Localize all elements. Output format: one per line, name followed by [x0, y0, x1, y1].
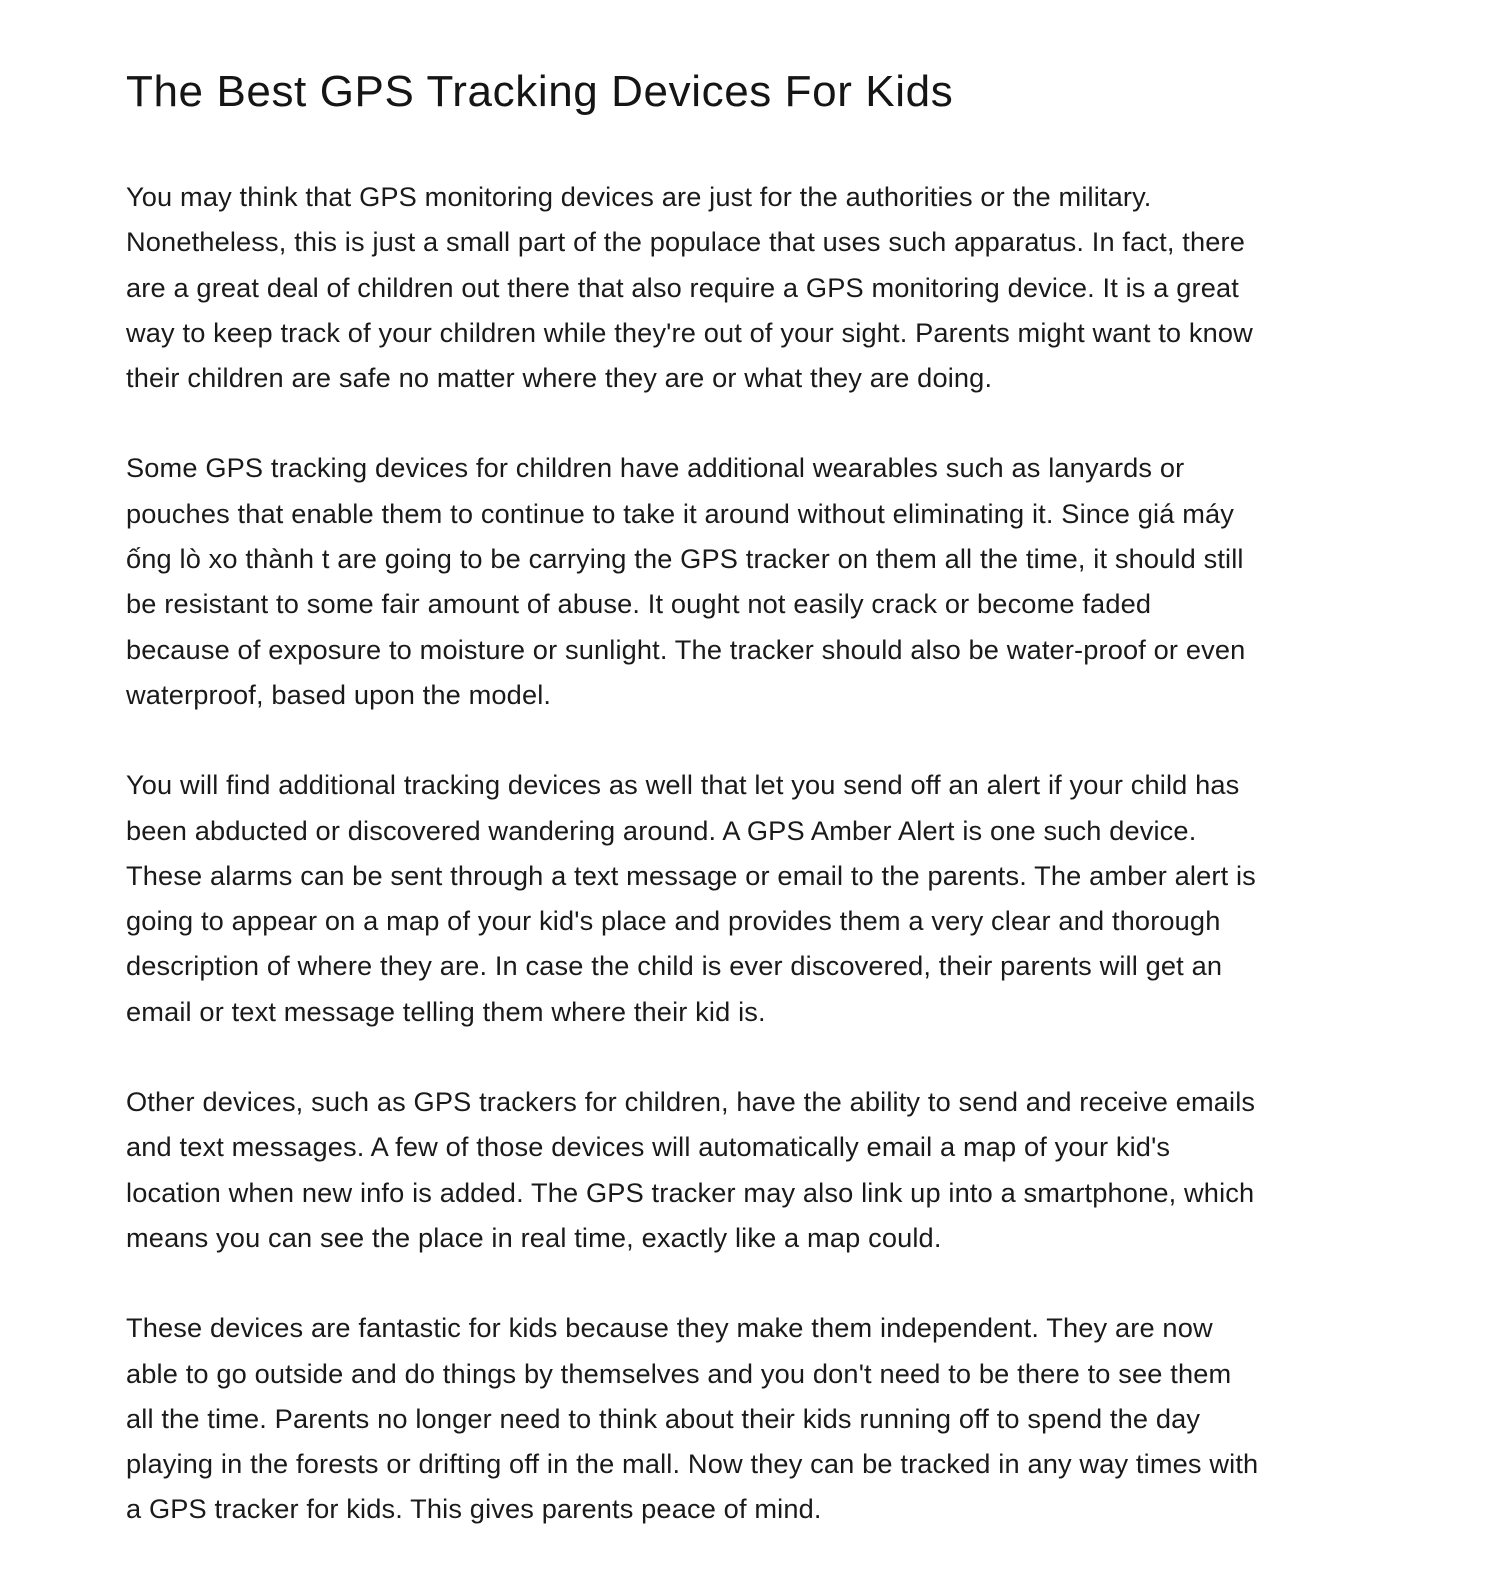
- text-line: ống lò xo thành t are going to be carrying the GPS tracker on them all the time, it should still: [126, 543, 1244, 575]
- paragraph-1: [126, 174, 1376, 400]
- text-line: are a great deal of children out there that also require a GPS monitoring device. It is a great: [126, 271, 1239, 303]
- text-line: description of where they are. In case the child is ever discovered, their parents will get an: [126, 950, 1223, 982]
- document-content: [126, 62, 1376, 1577]
- text-line: pouches that enable them to continue to take it around without eliminating it. Since giá máy: [126, 497, 1235, 529]
- text-line: been abducted or discovered wandering around. A GPS Amber Alert is one such device.: [126, 814, 1197, 846]
- text-line: location when new info is added. The GPS tracker may also link up into a smartphone, which: [126, 1176, 1255, 1208]
- paragraph-3: [126, 762, 1376, 1034]
- text-line: You will find additional tracking devices as well that let you send off an alert if your child has: [126, 769, 1240, 801]
- text-line: waterproof, based upon the model.: [126, 678, 552, 710]
- paragraph-4: [126, 1079, 1376, 1260]
- text-line: playing in the forests or drifting off in the mall. Now they can be tracked in any way times with: [126, 1448, 1259, 1480]
- text-line: These devices are fantastic for kids because they make them independent. They are now: [126, 1312, 1213, 1344]
- text-line: means you can see the place in real time, exactly like a map could.: [126, 1221, 942, 1253]
- text-line: all the time. Parents no longer need to think about their kids running off to spend the day: [126, 1402, 1201, 1434]
- text-line: You may think that GPS monitoring devices are just for the authorities or the military.: [126, 181, 1152, 212]
- text-line: Some GPS tracking devices for children have additional wearables such as lanyards or: [126, 452, 1185, 484]
- text-line: email or text message telling them where their kid is.: [126, 995, 766, 1027]
- text-line: able to go outside and do things by themselves and you don't need to be there to see them: [126, 1357, 1232, 1389]
- text-line: Nonetheless, this is just a small part of the populace that uses such apparatus. In fact, there: [126, 226, 1245, 258]
- text-line: be resistant to some fair amount of abuse. It ought not easily crack or become faded: [126, 588, 1152, 620]
- paragraph-5: [126, 1305, 1376, 1531]
- document-body: [126, 174, 1376, 1532]
- text-line: because of exposure to moisture or sunlight. The tracker should also be water-proof or even: [126, 633, 1246, 665]
- paragraph-2: [126, 445, 1376, 717]
- text-line: way to keep track of your children while they're out of your sight. Parents might want to know: [126, 316, 1253, 348]
- text-line: a GPS tracker for kids. This gives parents peace of mind.: [126, 1493, 822, 1525]
- text-line: These alarms can be sent through a text message or email to the parents. The amber alert is: [126, 859, 1256, 891]
- text-line: Other devices, such as GPS trackers for children, have the ability to send and receive emails: [126, 1086, 1256, 1118]
- text-line: going to appear on a map of your kid's place and provides them a very clear and thorough: [126, 905, 1221, 937]
- text-line: their children are safe no matter where they are or what they are doing.: [126, 362, 993, 394]
- text-line: and text messages. A few of those devices will automatically email a map of your kid's: [126, 1131, 1171, 1163]
- page-title: The Best GPS Tracking Devices For Kids: [126, 67, 954, 116]
